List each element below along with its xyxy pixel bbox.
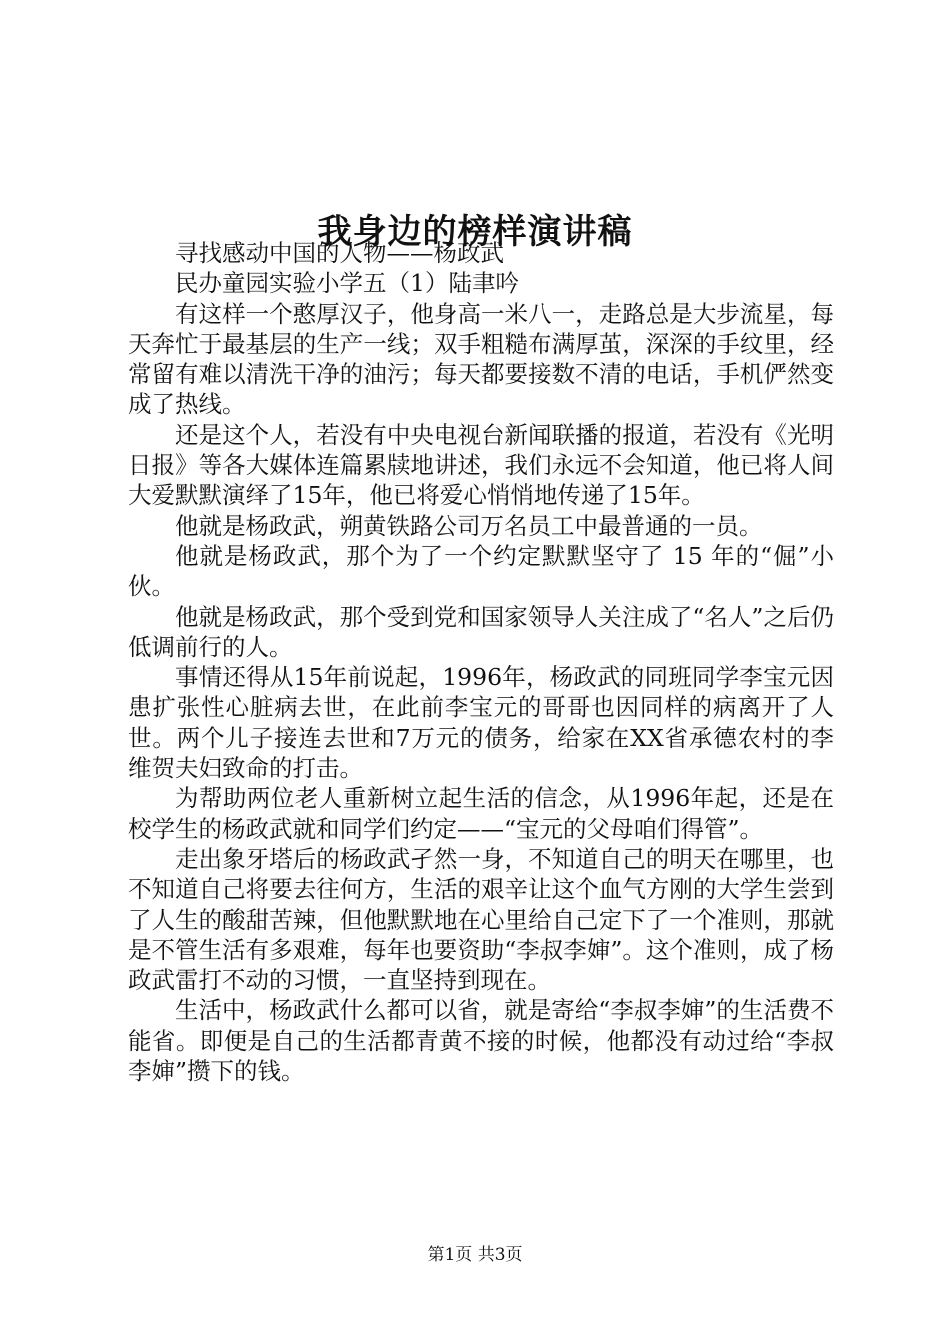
page-number-footer: 第1页 共3页 — [427, 1245, 523, 1265]
paragraph: 生活中，杨政武什么都可以省，就是寄给“李叔李婶”的生活费不能省。即便是自己的生活都青黄不接的时候，他都没有动过给“李叔李婶”攒下的钱。 — [128, 996, 834, 1086]
paragraph: 他就是杨政武，那个为了一个约定默默坚守了 15 年的“倔”小伙。 — [128, 541, 834, 601]
paragraph: 事情还得从15年前说起，1996年，杨政武的同班同学李宝元因患扩张性心脏病去世，在此前李宝元的哥哥也因同样的病离开了人世。两个儿子接连去世和7万元的债务，给家在XX省承德农村的李维贺夫妇致命的打击。 — [128, 663, 834, 783]
page-title: 我身边的榜样演讲稿 — [317, 211, 633, 252]
paragraph: 为帮助两位老人重新树立起生活的信念，从1996年起，还是在校学生的杨政武就和同学们约定——“宝元的父母咱们得管”。 — [128, 784, 834, 843]
paragraph: 他就是杨政武，那个受到党和国家领导人关注成了“名人”之后仍低调前行的人。 — [128, 602, 834, 661]
paragraph: 走出象牙塔后的杨政武孑然一身，不知道自己的明天在哪里，也不知道自己将要去往何方，生活的艰辛让这个血气方刚的大学生尝到了人生的酸甜苦辣，但他默默地在心里给自己定下了一个准则，那就是不管生活有多艰难，每年也要资助“李叔李婶”。这个准则，成了杨政武雷打不动的习惯，一直坚持到现在。 — [128, 844, 834, 995]
document-body — [128, 238, 834, 1086]
paragraph: 他就是杨政武，朔黄铁路公司万名员工中最普通的一员。 — [175, 511, 763, 540]
paragraph-author: 民办童园实验小学五（1）陆聿吟 — [175, 269, 519, 298]
paragraph: 还是这个人，若没有中央电视台新闻联播的报道，若没有《光明日报》等各大媒体连篇累牍地讲述，我们永远不会知道，他已将人间大爱默默演绎了15年，他已将爱心悄悄地传递了15年。 — [128, 420, 834, 510]
paragraph-subtitle: 寻找感动中国的人物——杨政武 — [175, 239, 504, 267]
paragraph: 有这样一个憨厚汉子，他身高一米八一，走路总是大步流星，每天奔忙于最基层的生产一线；双手粗糙布满厚茧，深深的手纹里，经常留有难以清洗干净的油污；每天都要接数不清的电话，手机俨然变成了热线。 — [128, 299, 834, 419]
